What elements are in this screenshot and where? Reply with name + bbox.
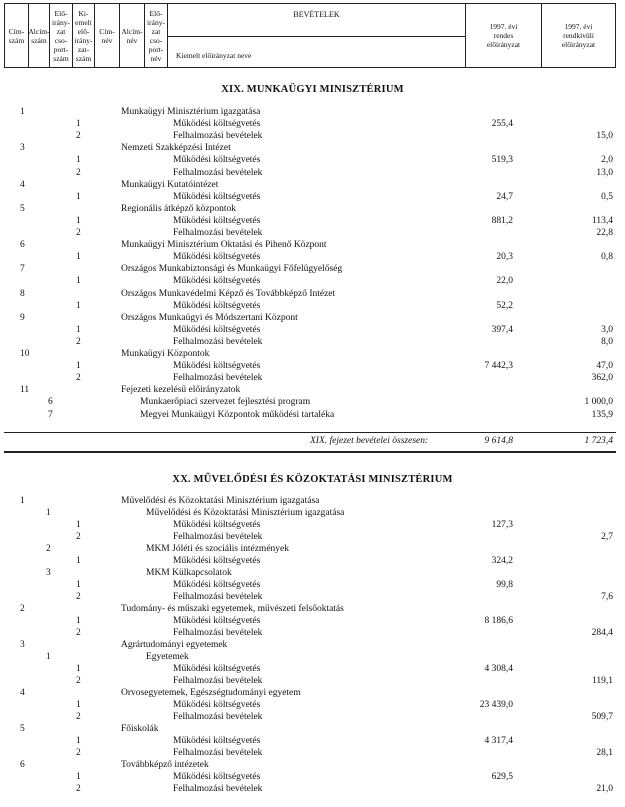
eloiranyzat-csoport-number: 1 xyxy=(76,215,81,226)
rendkivuli-value: 0,5 xyxy=(601,191,613,202)
entity-name: Munkaügyi Minisztérium igazgatása xyxy=(121,107,261,117)
cim-number: 3 xyxy=(20,640,25,650)
header-alcim-szam: Alcím- szám xyxy=(29,4,50,67)
header-cim-nev: Cím- név xyxy=(95,4,120,67)
rendkivuli-value: 284,4 xyxy=(591,628,613,638)
entity-name: Egyetemek xyxy=(146,652,189,662)
entity-name: Munkaügyi Minisztérium Oktatási és Pihenő Központ xyxy=(121,240,327,251)
item-name: Felhalmozási bevételek xyxy=(173,592,263,602)
entity-name: Tudomány- és műszaki egyetemek, művészeti felsőoktatás xyxy=(121,604,344,614)
cim-number: 5 xyxy=(20,724,25,734)
rendes-value: 127,3 xyxy=(491,520,513,530)
total-rendkivuli: 1 723,4 xyxy=(584,436,613,446)
eloiranyzat-csoport-number: 1 xyxy=(76,324,81,335)
rendes-value: 255,4 xyxy=(491,119,513,130)
section-title-xx: XX. MŰVELŐDÉSI ÉS KÖZOKTATÁSI MINISZTÉRIUM xyxy=(172,474,453,485)
rendkivuli-value: 119,1 xyxy=(591,676,613,686)
rendes-value: 20,3 xyxy=(496,252,513,263)
entity-name: MKM Jóléti és szociális intézmények xyxy=(146,544,289,554)
alcim-number: 2 xyxy=(46,544,51,554)
entity-name: Megyei Munkaügyi Központok működési tartaléka xyxy=(140,409,335,420)
rendkivuli-value: 47,0 xyxy=(596,361,613,372)
item-name: Működési költségvetés xyxy=(173,155,261,166)
item-name: Működési költségvetés xyxy=(173,361,261,372)
item-name: Működési költségvetés xyxy=(173,520,261,530)
cim-number: 10 xyxy=(20,349,30,359)
entity-name: Művelődési és Közoktatási Minisztérium igazgatása xyxy=(121,496,320,506)
eloiranyzat-csoport-number: 2 xyxy=(76,784,81,794)
cim-number: 4 xyxy=(20,179,25,190)
rendkivuli-value: 113,4 xyxy=(591,215,613,226)
rendes-value: 23 439,0 xyxy=(479,700,513,710)
rendes-value: 629,5 xyxy=(491,772,513,782)
eloiranyzat-csoport-number: 1 xyxy=(76,300,81,311)
eloiranyzat-csoport-number: 2 xyxy=(76,748,81,758)
entity-name: Országos Munkaügyi és Módszertani Központ xyxy=(121,312,298,323)
header-bevetelek: BEVÉTELEK xyxy=(168,4,465,37)
item-name: Felhalmozási bevételek xyxy=(173,712,263,722)
entity-name: Agrártudományi egyetemek xyxy=(121,640,228,650)
eloiranyzat-csoport-number: 1 xyxy=(76,276,81,287)
eloiranyzat-csoport-number: 1 xyxy=(76,772,81,782)
eloiranyzat-csoport-number: 2 xyxy=(76,228,81,238)
cim-number: 6 xyxy=(20,240,25,251)
entity-name: Munkaerőpiaci szervezet fejlesztési program xyxy=(140,397,311,408)
rendkivuli-value: 135,9 xyxy=(591,409,613,420)
header-eloiranyzat-csoport-nev: Elő- irány- zat cso- port- név xyxy=(145,4,168,67)
rendkivuli-value: 28,1 xyxy=(596,748,613,758)
rendkivuli-value: 3,0 xyxy=(601,324,613,335)
cim-number: 6 xyxy=(20,760,25,770)
cim-number: 1 xyxy=(20,107,25,117)
alcim-number: 3 xyxy=(46,568,51,578)
total-rendes: 9 614,8 xyxy=(484,436,513,446)
cim-number: 5 xyxy=(20,203,25,214)
entity-name: MKM Külkapcsolatok xyxy=(146,568,232,578)
item-name: Felhalmozási bevételek xyxy=(173,167,263,178)
total-rule-bottom xyxy=(4,451,616,453)
header-eloiranyzat-csoport-szam: Elő- irány- zat cso- port- szám xyxy=(50,4,73,67)
rendes-value: 22,0 xyxy=(496,276,513,287)
rendes-value: 99,8 xyxy=(496,580,513,590)
total-label: XIX. fejezet bevételei összesen: xyxy=(310,436,429,446)
eloiranyzat-csoport-number: 2 xyxy=(76,712,81,722)
eloiranyzat-csoport-number: 2 xyxy=(76,592,81,602)
item-name: Működési költségvetés xyxy=(173,191,261,202)
entity-name: Továbbképző intézetek xyxy=(121,760,209,770)
item-name: Működési költségvetés xyxy=(173,556,261,566)
header-alcim-nev: Alcím- név xyxy=(120,4,145,67)
eloiranyzat-csoport-number: 1 xyxy=(76,664,81,674)
header-bevetelek-block xyxy=(168,4,466,67)
eloiranyzat-csoport-number: 2 xyxy=(76,131,81,142)
item-name: Felhalmozási bevételek xyxy=(173,532,263,542)
rendes-value: 8 186,6 xyxy=(484,616,513,626)
rendes-value: 4 317,4 xyxy=(484,736,513,746)
item-name: Felhalmozási bevételek xyxy=(173,336,263,347)
eloiranyzat-csoport-number: 1 xyxy=(76,361,81,372)
item-name: Működési költségvetés xyxy=(173,772,261,782)
item-name: Felhalmozási bevételek xyxy=(173,676,263,686)
section-title-xix: XIX. MUNKAÜGYI MINISZTÉRIUM xyxy=(221,84,404,95)
cim-number: 7 xyxy=(20,264,25,275)
item-name: Működési költségvetés xyxy=(173,276,261,287)
rendkivuli-value: 8,0 xyxy=(601,336,613,347)
eloiranyzat-csoport-number: 1 xyxy=(76,520,81,530)
cim-number: 8 xyxy=(20,288,25,299)
item-name: Felhalmozási bevételek xyxy=(173,628,263,638)
item-name: Működési költségvetés xyxy=(173,324,261,335)
item-name: Működési költségvetés xyxy=(173,736,261,746)
entity-name: Orvosegyetemek, Egészségtudományi egyetem xyxy=(121,688,301,698)
alcim-number: 6 xyxy=(48,397,53,408)
header-rendes-eloiranyzat: 1997. évi rendes előirányzat xyxy=(466,4,542,67)
rendes-value: 324,2 xyxy=(491,556,513,566)
item-name: Felhalmozási bevételek xyxy=(173,228,263,238)
entity-name: Országos Munkavédelmi Képző és Továbbképző Intézet xyxy=(121,288,336,299)
alcim-number: 1 xyxy=(46,508,51,518)
rendes-value: 397,4 xyxy=(491,324,513,335)
rendes-value: 24,7 xyxy=(496,191,513,202)
eloiranyzat-csoport-number: 2 xyxy=(76,167,81,178)
cim-number: 4 xyxy=(20,688,25,698)
entity-name: Művelődési és Közoktatási Minisztérium igazgatása xyxy=(146,508,345,518)
rendkivuli-value: 7,6 xyxy=(601,592,613,602)
item-name: Működési költségvetés xyxy=(173,252,261,263)
eloiranyzat-csoport-number: 2 xyxy=(76,676,81,686)
cim-number: 9 xyxy=(20,312,25,323)
item-name: Működési költségvetés xyxy=(173,616,261,626)
total-rule-top xyxy=(4,432,616,433)
item-name: Felhalmozási bevételek xyxy=(173,373,263,384)
alcim-number: 1 xyxy=(46,652,51,662)
rendkivuli-value: 22,8 xyxy=(596,228,613,238)
rendkivuli-value: 13,0 xyxy=(596,167,613,178)
table-header xyxy=(4,3,616,68)
cim-number: 1 xyxy=(20,496,25,506)
cim-number: 3 xyxy=(20,143,25,154)
eloiranyzat-csoport-number: 1 xyxy=(76,616,81,626)
entity-name: Országos Munkabiztonsági és Munkaügyi Főfelügyelőség xyxy=(121,264,343,275)
rendkivuli-value: 0,8 xyxy=(601,252,613,263)
eloiranyzat-csoport-number: 1 xyxy=(76,155,81,166)
entity-name: Munkaügyi Kutatóintézet xyxy=(121,179,219,190)
item-name: Működési költségvetés xyxy=(173,215,261,226)
eloiranyzat-csoport-number: 1 xyxy=(76,580,81,590)
eloiranyzat-csoport-number: 1 xyxy=(76,119,81,130)
eloiranyzat-csoport-number: 2 xyxy=(76,532,81,542)
entity-name: Nemzeti Szakképzési Intézet xyxy=(121,143,231,154)
item-name: Működési költségvetés xyxy=(173,580,261,590)
rendkivuli-value: 509,7 xyxy=(591,712,613,722)
header-rendkivuli-eloiranyzat: 1997. évi rendkívüli előirányzat xyxy=(561,22,596,49)
eloiranyzat-csoport-number: 2 xyxy=(76,373,81,384)
rendes-value: 4 308,4 xyxy=(484,664,513,674)
rendkivuli-value: 1 000,0 xyxy=(584,397,613,408)
item-name: Működési költségvetés xyxy=(173,700,261,710)
header-kiemelt-szam: Ki- emelt elő- irány- zat- szám xyxy=(73,4,95,67)
entity-name: Munkaügyi Központok xyxy=(121,349,210,359)
eloiranyzat-csoport-number: 1 xyxy=(76,252,81,263)
rendes-value: 7 442,3 xyxy=(484,361,513,372)
rendes-value: 881,2 xyxy=(491,215,513,226)
rendkivuli-value: 21,0 xyxy=(596,784,613,794)
cim-number: 2 xyxy=(20,604,25,614)
item-name: Felhalmozási bevételek xyxy=(173,131,263,142)
entity-name: Regionális átképző központok xyxy=(121,203,237,214)
eloiranyzat-csoport-number: 1 xyxy=(76,700,81,710)
item-name: Felhalmozási bevételek xyxy=(173,748,263,758)
rendes-value: 519,3 xyxy=(491,155,513,166)
rendkivuli-value: 15,0 xyxy=(596,131,613,142)
item-name: Működési költségvetés xyxy=(173,300,261,311)
item-name: Működési költségvetés xyxy=(173,119,261,130)
eloiranyzat-csoport-number: 1 xyxy=(76,191,81,202)
rendkivuli-value: 2,0 xyxy=(601,155,613,166)
eloiranyzat-csoport-number: 1 xyxy=(76,736,81,746)
eloiranyzat-csoport-number: 2 xyxy=(76,628,81,638)
cim-number: 11 xyxy=(20,385,30,396)
eloiranyzat-csoport-number: 2 xyxy=(76,336,81,347)
rendkivuli-value: 362,0 xyxy=(591,373,613,384)
header-cim-szam: Cím- szám xyxy=(5,4,29,67)
item-name: Felhalmozási bevételek xyxy=(173,784,263,794)
entity-name: Fejezeti kezelésű előirányzatok xyxy=(121,385,241,396)
header-kiemelt-nev: Kiemelt előirányzat neve xyxy=(176,51,252,60)
entity-name: Főiskolák xyxy=(121,724,159,734)
item-name: Működési költségvetés xyxy=(173,664,261,674)
rendes-value: 52,2 xyxy=(496,300,513,311)
eloiranyzat-csoport-number: 1 xyxy=(76,556,81,566)
rendkivuli-value: 2,7 xyxy=(601,532,613,542)
alcim-number: 7 xyxy=(48,409,53,420)
